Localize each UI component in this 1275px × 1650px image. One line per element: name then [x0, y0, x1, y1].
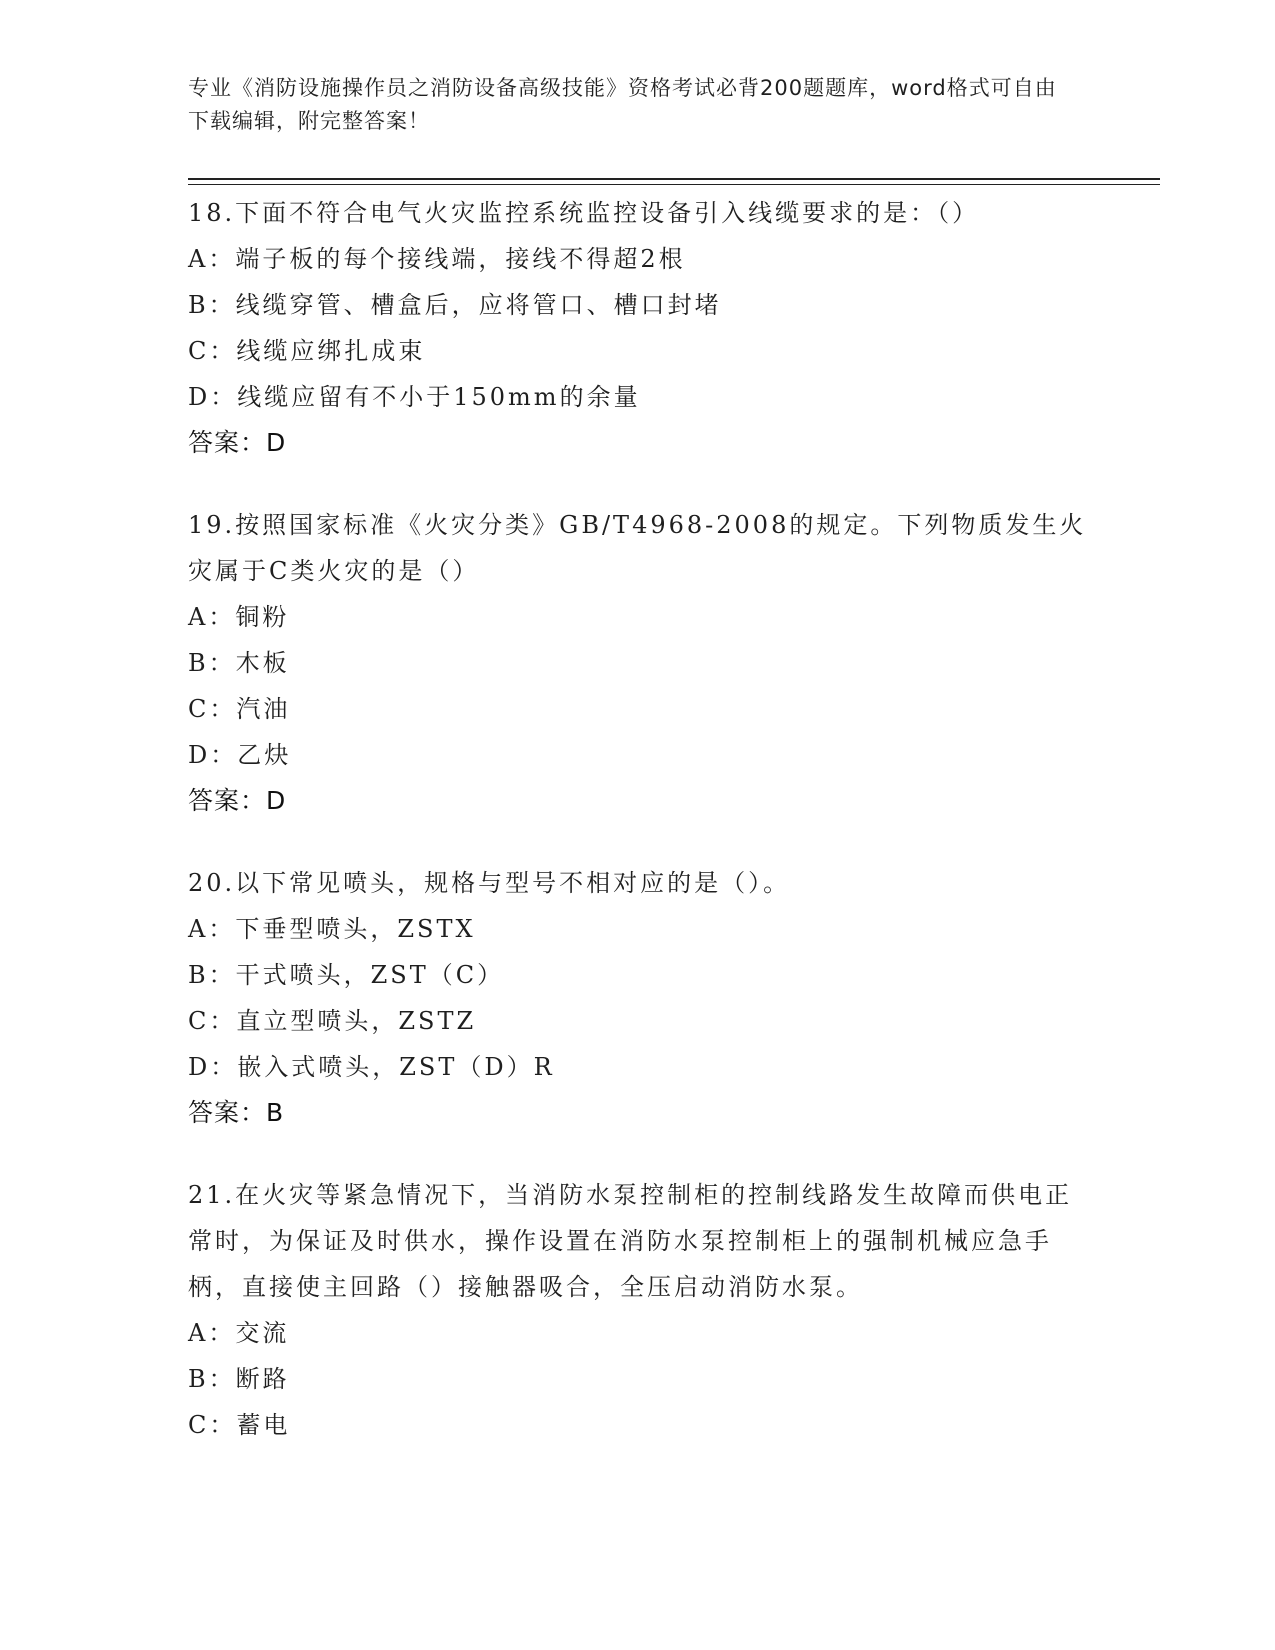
option-b: B：断路	[188, 1365, 290, 1393]
document-header: 专业《消防设施操作员之消防设备高级技能》资格考试必背200题题库，word格式可自由下载编辑，附完整答案！	[188, 76, 1057, 133]
option-c: C：线缆应绑扎成束	[188, 337, 426, 365]
answer-label: 答案：D	[188, 786, 287, 815]
header-divider-thick	[188, 178, 1160, 180]
question-19	[188, 502, 1088, 824]
option-a: A：下垂型喷头，ZSTX	[188, 915, 476, 943]
option-b: B：木板	[188, 649, 290, 677]
option-c: C：汽油	[188, 695, 291, 723]
answer-label: 答案：B	[188, 1098, 285, 1127]
question-stem: 21.在火灾等紧急情况下，当消防水泵控制柜的控制线路发生故障而供电正常时，为保证及时供水，操作设置在消防水泵控制柜上的强制机械应急手柄，直接使主回路（）接触器吸合，全压启动消防水泵。	[188, 1181, 1073, 1301]
question-list	[188, 190, 1088, 1484]
option-d: D：嵌入式喷头，ZST（D）R	[188, 1053, 555, 1081]
option-b: B：线缆穿管、槽盒后，应将管口、槽口封堵	[188, 291, 722, 319]
option-a: A：铜粉	[188, 603, 290, 631]
option-c: C：蓄电	[188, 1411, 291, 1439]
question-stem: 18.下面不符合电气火灾监控系统监控设备引入线缆要求的是：（）	[188, 199, 980, 227]
question-20	[188, 860, 1088, 1136]
question-21	[188, 1172, 1088, 1448]
option-c: C：直立型喷头，ZSTZ	[188, 1007, 477, 1035]
option-a: A：交流	[188, 1319, 290, 1347]
option-a: A：端子板的每个接线端，接线不得超2根	[188, 245, 686, 273]
answer-label: 答案：D	[188, 428, 287, 457]
option-d: D：线缆应留有不小于150mm的余量	[188, 383, 641, 411]
question-stem: 20.以下常见喷头，规格与型号不相对应的是（）。	[188, 869, 791, 897]
header-divider-thin	[188, 184, 1160, 185]
option-b: B：干式喷头，ZST（C）	[188, 961, 505, 989]
question-stem: 19.按照国家标准《火灾分类》GB/T4968-2008的规定。下列物质发生火灾属于C类火灾的是（）	[188, 511, 1087, 585]
option-d: D：乙炔	[188, 741, 292, 769]
question-18	[188, 190, 1088, 466]
